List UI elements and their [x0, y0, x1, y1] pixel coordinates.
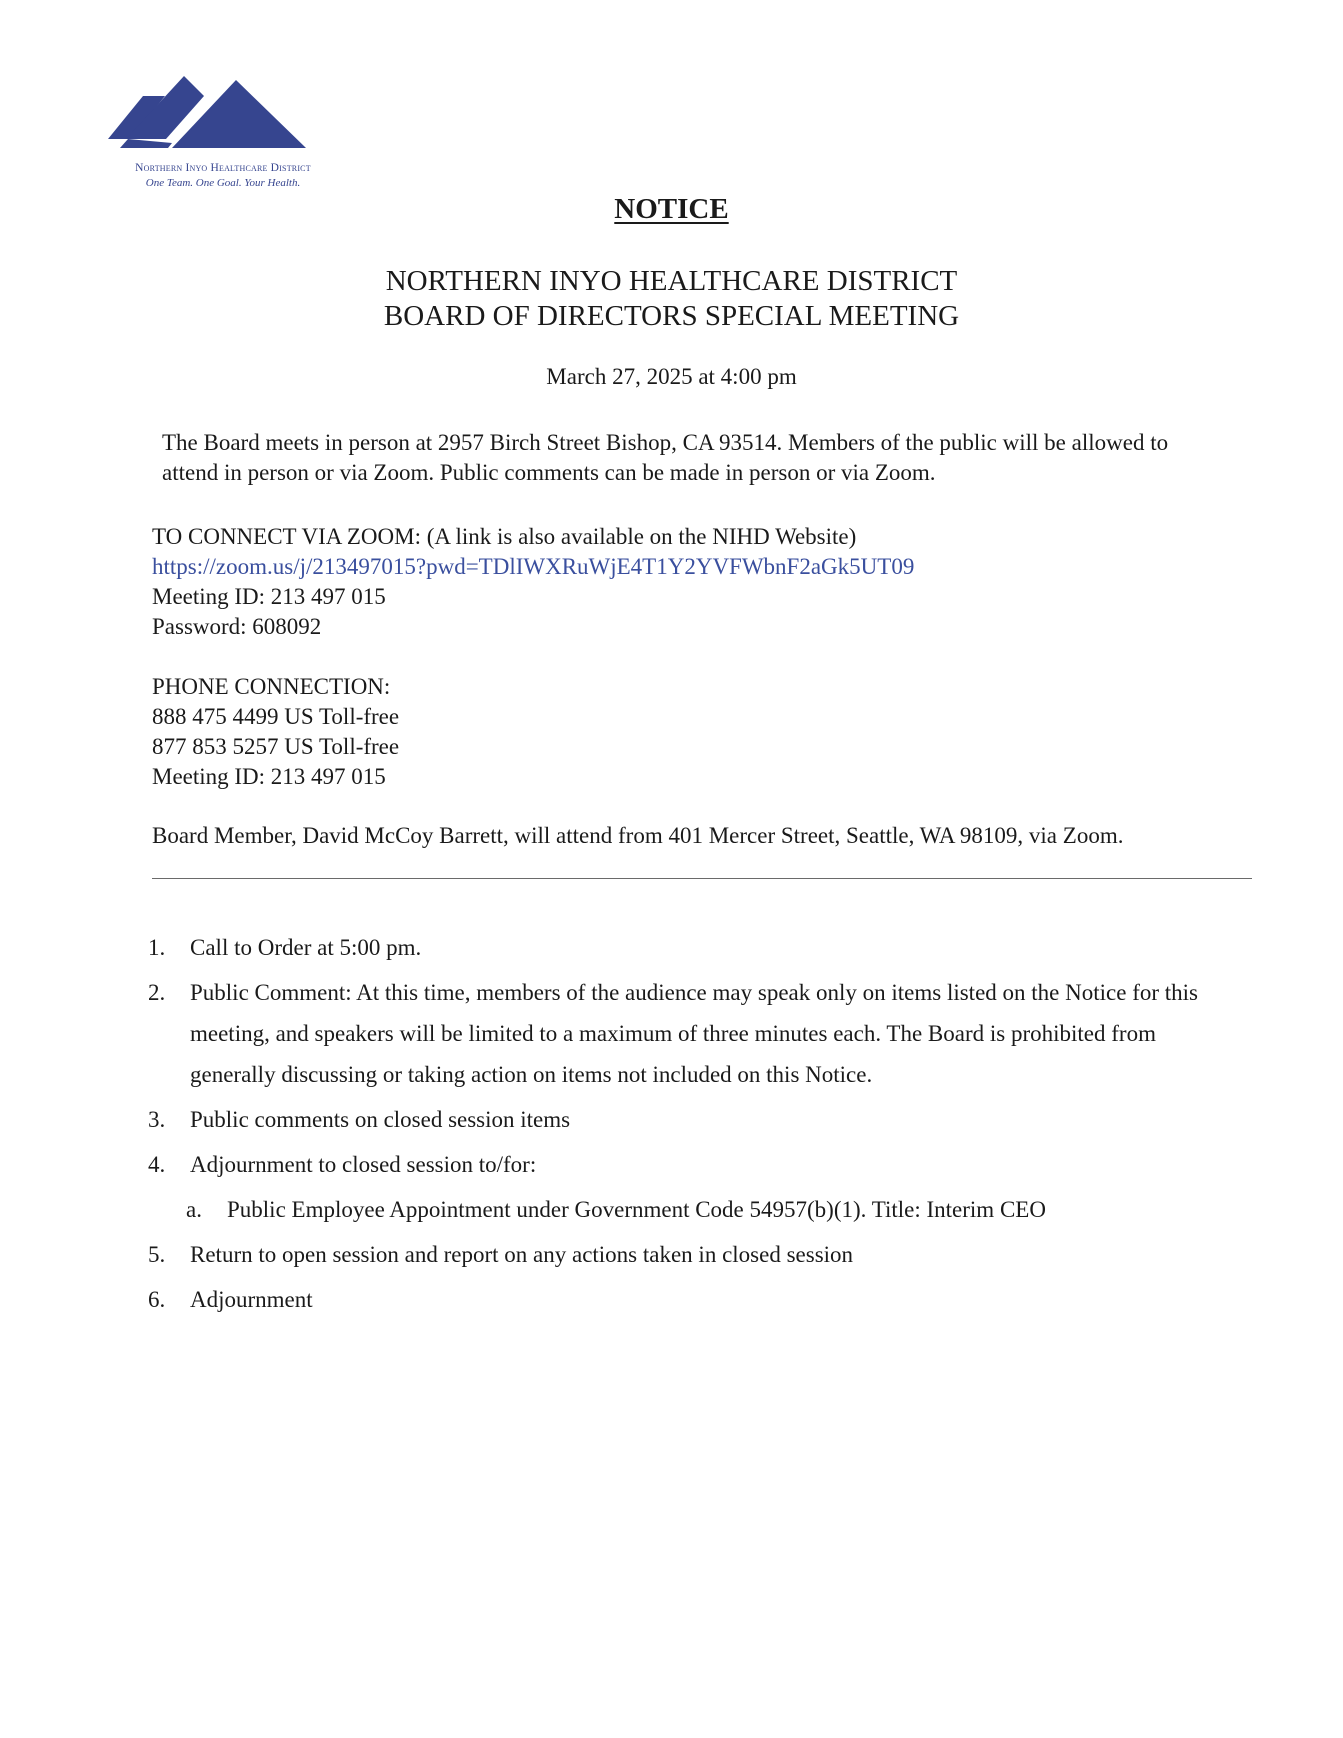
agenda-item — [148, 925, 1228, 970]
agenda-item-text: Adjournment to closed session to/for: — [190, 1152, 537, 1177]
agenda-item — [148, 1097, 1228, 1142]
zoom-password: Password: 608092 — [152, 614, 322, 639]
agenda-item-number: 4. — [148, 1152, 166, 1177]
agenda-item — [148, 1232, 1228, 1277]
agenda-item-text: Adjournment — [190, 1287, 313, 1312]
zoom-connection-section — [152, 522, 914, 642]
agenda-item-text: Call to Order at 5:00 pm. — [190, 935, 422, 960]
agenda-item-text: Return to open session and report on any actions taken in closed session — [190, 1242, 854, 1267]
phone-number-1: 888 475 4499 US Toll-free — [152, 704, 400, 729]
agenda-item-text: Public Comment: At this time, members of the audience may speak only on items listed on the Notice for this meeting, and speakers will be limited to a maximum of three minutes each. The Board is prohibited from generally discussing or taking action on items not included on this Notice. — [190, 980, 1198, 1087]
agenda-sub-item-text: Public Employee Appointment under Government Code 54957(b)(1). Title: Interim CEO — [227, 1197, 1046, 1222]
meeting-type: BOARD OF DIRECTORS SPECIAL MEETING — [383, 300, 960, 332]
zoom-heading: TO CONNECT VIA ZOOM: (A link is also available on the NIHD Website) — [152, 524, 857, 549]
meeting-date: March 27, 2025 at 4:00 pm — [546, 364, 797, 389]
phone-heading: PHONE CONNECTION: — [152, 674, 391, 699]
agenda-sub-list — [148, 1187, 1228, 1232]
notice-title: NOTICE — [614, 193, 729, 225]
mountain-logo-icon — [108, 76, 338, 162]
logo-district-name: Northern Inyo Healthcare District — [135, 162, 311, 174]
agenda-item-number: 2. — [148, 980, 166, 1005]
agenda-sub-item — [148, 1187, 1228, 1232]
section-divider — [152, 878, 1252, 879]
meeting-location-paragraph: The Board meets in person at 2957 Birch Street Bishop, CA 93514. Members of the public will be allowed to attend in person or via Zoom. Public comments can be made in person or via Zoom. — [162, 430, 1169, 485]
agenda-item — [148, 1277, 1228, 1322]
phone-meeting-id: Meeting ID: 213 497 015 — [152, 764, 386, 789]
agenda-list — [148, 925, 1228, 1322]
agenda-item-number: 1. — [148, 935, 166, 960]
meeting-header — [0, 264, 1343, 334]
logo-tagline: One Team. One Goal. Your Health. — [145, 177, 301, 189]
agenda-item — [148, 970, 1228, 1097]
organization-name: NORTHERN INYO HEALTHCARE DISTRICT — [385, 265, 958, 297]
district-logo — [108, 76, 338, 196]
agenda-item-number: 5. — [148, 1242, 166, 1267]
remote-board-member-note: Board Member, David McCoy Barrett, will attend from 401 Mercer Street, Seattle, WA 98109, via Zoom. — [152, 823, 1124, 848]
agenda-item-text: Public comments on closed session items — [190, 1107, 571, 1132]
zoom-meeting-link[interactable]: https://zoom.us/j/213497015?pwd=TDlIWXRuWjE4T1Y2YVFWbnF2aGk5UT09 — [152, 554, 915, 579]
phone-connection-section — [152, 672, 399, 792]
zoom-meeting-id: Meeting ID: 213 497 015 — [152, 584, 386, 609]
agenda-item-number: 6. — [148, 1287, 166, 1312]
agenda-item-number: 3. — [148, 1107, 166, 1132]
agenda-item — [148, 1142, 1228, 1187]
agenda-sub-item-letter: a. — [186, 1197, 202, 1222]
phone-number-2: 877 853 5257 US Toll-free — [152, 734, 400, 759]
